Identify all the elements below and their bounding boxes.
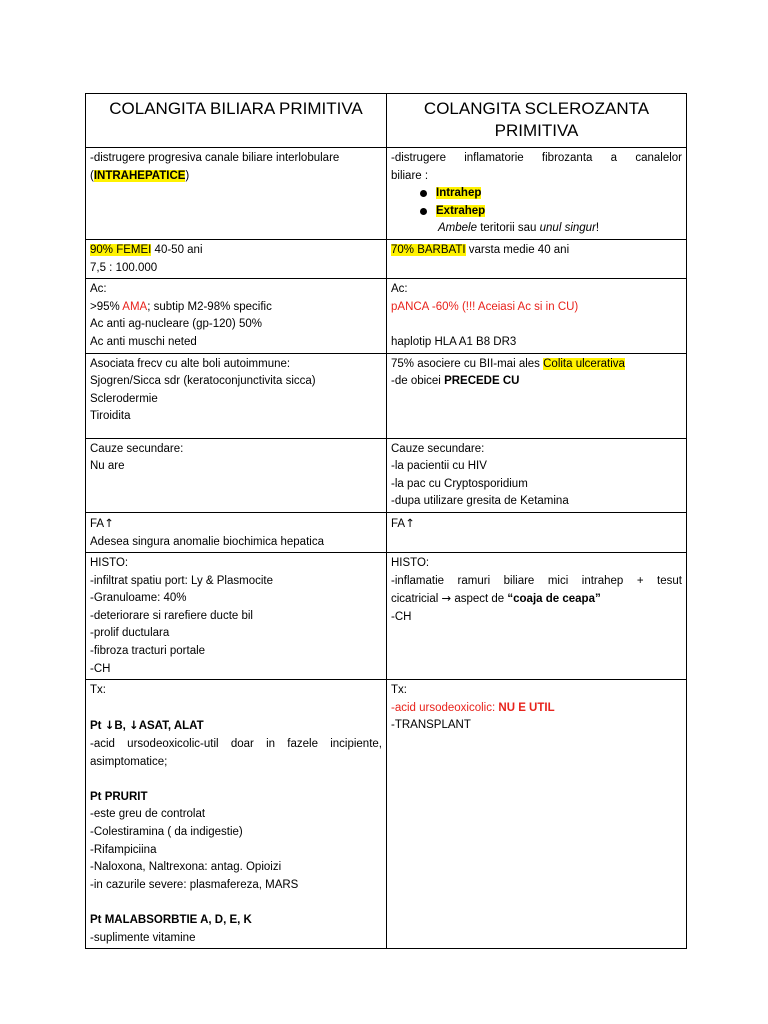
treatment-left-line5: asimptomatice;	[90, 755, 168, 768]
treatment-left-line11: -Naloxona, Naltrexona: antag. Opioizi	[90, 861, 282, 874]
epidemiology-row	[86, 239, 687, 278]
ama-red-text: AMA	[122, 300, 148, 313]
antibodies-left-cell	[86, 279, 387, 353]
histology-left-line2: -infiltrat spatiu port: Ly & Plasmocite	[90, 574, 274, 587]
pt-malabsorbtie-bold: Pt MALABSORBTIE A, D, E, K	[90, 913, 252, 926]
note-italic-ambele: Ambele	[438, 222, 477, 235]
cause-item: -la pac cu Cryptosporidium	[391, 477, 528, 490]
territory-bullet-list	[391, 185, 682, 220]
antibodies-right-cell	[387, 279, 687, 353]
header-left-title: COLANGITA BILIARA PRIMITIVA	[109, 99, 363, 118]
femei-highlight: 90% FEMEI	[90, 243, 152, 256]
histology-right-line3	[391, 590, 682, 609]
epidemiology-left-line2: 7,5 : 100.000	[90, 261, 158, 274]
arrow-down-icon: ↓	[129, 718, 139, 733]
definition-right-cell	[387, 148, 687, 240]
arrow-up-icon: ↑	[104, 515, 114, 530]
secondary-causes-right-title: Cauze secundare:	[391, 442, 485, 455]
histology-right-title: HISTO:	[391, 557, 430, 570]
secondary-causes-right-cell	[387, 438, 687, 512]
barbati-highlight: 70% BARBATI	[391, 243, 466, 256]
spacer	[90, 894, 382, 912]
arrow-right-icon: →	[441, 591, 452, 606]
paren-open: (	[90, 169, 94, 182]
treatment-left-line15: -suplimente vitamine	[90, 931, 196, 944]
header-cell-left	[86, 94, 387, 148]
treatment-right-transplant: -TRANSPLANT	[391, 719, 471, 732]
arrow-down-icon: ↓	[104, 718, 115, 733]
arrow-up-icon: ↑	[405, 515, 415, 530]
fa-right-cell	[387, 512, 687, 552]
header-right-line2: PRIMITIVA	[494, 121, 579, 140]
pt-label: Pt	[90, 720, 105, 733]
definition-left-line2	[90, 168, 382, 186]
treatment-pt-prurit	[90, 789, 382, 807]
histology-right-line2: -inflamatie ramuri biliare mici intrahep + tesut	[391, 574, 682, 587]
comparison-table	[85, 93, 687, 949]
histology-left-line4: -deteriorare si rarefiere ducte bil	[90, 609, 253, 622]
ursodeoxicolic-red: -acid ursodeoxicolic:	[391, 701, 499, 714]
secondary-causes-row	[86, 438, 687, 512]
antibodies-right-title: Ac:	[391, 283, 408, 296]
bullet-text: Extrahep	[436, 204, 486, 217]
associations-left-line2: Sjogren/Sicca sdr (keratoconjunctivita sicca)	[90, 375, 316, 388]
median-age: varsta medie 40 ani	[465, 243, 570, 256]
treatment-right-cell	[387, 680, 687, 949]
associations-left-line1: Asociata frecv cu alte boli autoimmune:	[90, 357, 291, 370]
bullet-item-intrahep	[436, 185, 682, 203]
treatment-row	[86, 680, 687, 949]
histology-row	[86, 553, 687, 680]
bullet-dot-icon	[420, 208, 427, 215]
histology-left-line3: -Granuloame: 40%	[90, 592, 187, 605]
nu-e-util-red-bold: NU E UTIL	[498, 701, 555, 714]
fa-left-cell	[86, 512, 387, 552]
bullet-item-extrahep	[436, 203, 682, 221]
epidemiology-left-line1	[90, 242, 382, 260]
note-text: teritorii sau	[477, 222, 540, 235]
cause-item: -dupa utilizare gresita de Ketamina	[391, 495, 569, 508]
associations-row	[86, 353, 687, 438]
bii-association: 75% asociere cu BII-mai ales	[391, 357, 544, 370]
treatment-left-cell	[86, 680, 387, 949]
epidemiology-right-cell	[387, 239, 687, 278]
treatment-left-line9: -Colestiramina ( da indigestie)	[90, 826, 243, 838]
treatment-right-title: Tx:	[391, 684, 407, 697]
usually-text: -de obicei	[391, 375, 445, 388]
definition-right-line2: biliare :	[391, 169, 429, 182]
treatment-left-line12: -in cazurile severe: plasmafereza, MARS	[90, 878, 299, 891]
header-row	[86, 94, 687, 148]
antibodies-left-title: Ac:	[90, 283, 107, 296]
bullet-text: Intrahep	[436, 187, 482, 200]
colita-highlight: Colita ulcerativa	[543, 357, 625, 370]
panca-red-text: pANCA -60% (!!! Aceiasi Ac si in CU)	[391, 300, 579, 313]
precede-cu-bold: PRECEDE CU	[444, 375, 520, 388]
bullet-dot-icon	[420, 190, 427, 197]
antibodies-left-line2	[90, 299, 382, 317]
treatment-pt-bilirubin	[90, 717, 382, 736]
bilirubin-label: B,	[114, 720, 130, 733]
treatment-left-line4: -acid ursodeoxicolic-util doar in fazele incipiente,	[90, 738, 382, 751]
definition-right-line1: -distrugere inflamatorie fibrozanta a canalelor	[391, 152, 682, 164]
secondary-causes-left-cell	[86, 438, 387, 512]
definition-left-cell	[86, 148, 387, 240]
associations-right-line2	[391, 373, 682, 391]
cicatricial-text: cicatricial	[391, 593, 442, 606]
associations-left-line4: Tiroidita	[90, 410, 131, 423]
fa-right-title	[391, 515, 682, 534]
age-range: 40-50 ani	[151, 243, 203, 256]
histology-left-line7: -CH	[90, 662, 111, 675]
onion-skin-bold: “coaja de ceapa”	[507, 593, 601, 606]
epidemiology-left-cell	[86, 239, 387, 278]
fa-left-line2: Adesea singura anomalie biochimica hepatica	[90, 535, 324, 548]
treatment-left-title: Tx:	[90, 684, 106, 697]
definition-left-line1: -distrugere progresiva canale biliare interlobulare	[90, 152, 340, 164]
hla-haplotype: haplotip HLA A1 B8 DR3	[391, 335, 517, 348]
treatment-right-ursodeoxicolic	[391, 700, 682, 718]
m2-subtype: ; subtip M2-98% specific	[147, 300, 272, 313]
secondary-causes-left-title: Cauze secundare:	[90, 442, 184, 455]
paren-close: )	[185, 169, 190, 182]
cause-item: -la pacientii cu HIV	[391, 460, 487, 473]
histology-right-cell	[387, 553, 687, 680]
spacer	[391, 316, 682, 334]
fa-left-title	[90, 515, 382, 534]
treatment-left-line8: -este greu de controlat	[90, 808, 206, 821]
antibodies-left-line3: Ac anti ag-nucleare (gp-120) 50%	[90, 318, 262, 331]
spacer	[90, 700, 382, 718]
histology-left-title: HISTO:	[90, 557, 129, 570]
secondary-causes-left-line2: Nu are	[90, 460, 125, 473]
associations-right-line1	[391, 356, 682, 374]
ama-percent: >95%	[90, 300, 123, 313]
aspect-text: aspect de	[451, 593, 508, 606]
histology-left-line5: -prolif ductulara	[90, 627, 170, 640]
note-exclaim: !	[595, 222, 600, 235]
treatment-left-line10: -Rifampiciina	[90, 843, 157, 856]
associations-right-cell	[387, 353, 687, 438]
epidemiology-right-line1	[391, 242, 682, 260]
definition-row	[86, 148, 687, 240]
antibodies-left-line4: Ac anti muschi neted	[90, 335, 197, 348]
histology-left-line6: -fibroza tracturi portale	[90, 645, 206, 658]
histology-left-cell	[86, 553, 387, 680]
territory-note	[391, 220, 682, 238]
note-italic-unul: unul singur	[539, 222, 596, 235]
associations-left-cell	[86, 353, 387, 438]
pt-prurit-bold: Pt PRURIT	[90, 790, 148, 803]
histology-right-line4: -CH	[391, 610, 412, 623]
fa-label: FA	[391, 517, 406, 530]
treatment-pt-malabsorbtie	[90, 912, 382, 930]
spacer	[90, 771, 382, 789]
associations-left-line3: Sclerodermie	[90, 392, 158, 405]
intrahepatice-highlight: INTRAHEPATICE	[93, 169, 186, 182]
header-cell-right	[387, 94, 687, 148]
header-right-line1: COLANGITA SCLEROZANTA	[423, 99, 650, 118]
transaminases-label: ASAT, ALAT	[138, 720, 204, 733]
fa-label: FA	[90, 517, 105, 530]
fa-row	[86, 512, 687, 552]
antibodies-row	[86, 279, 687, 353]
